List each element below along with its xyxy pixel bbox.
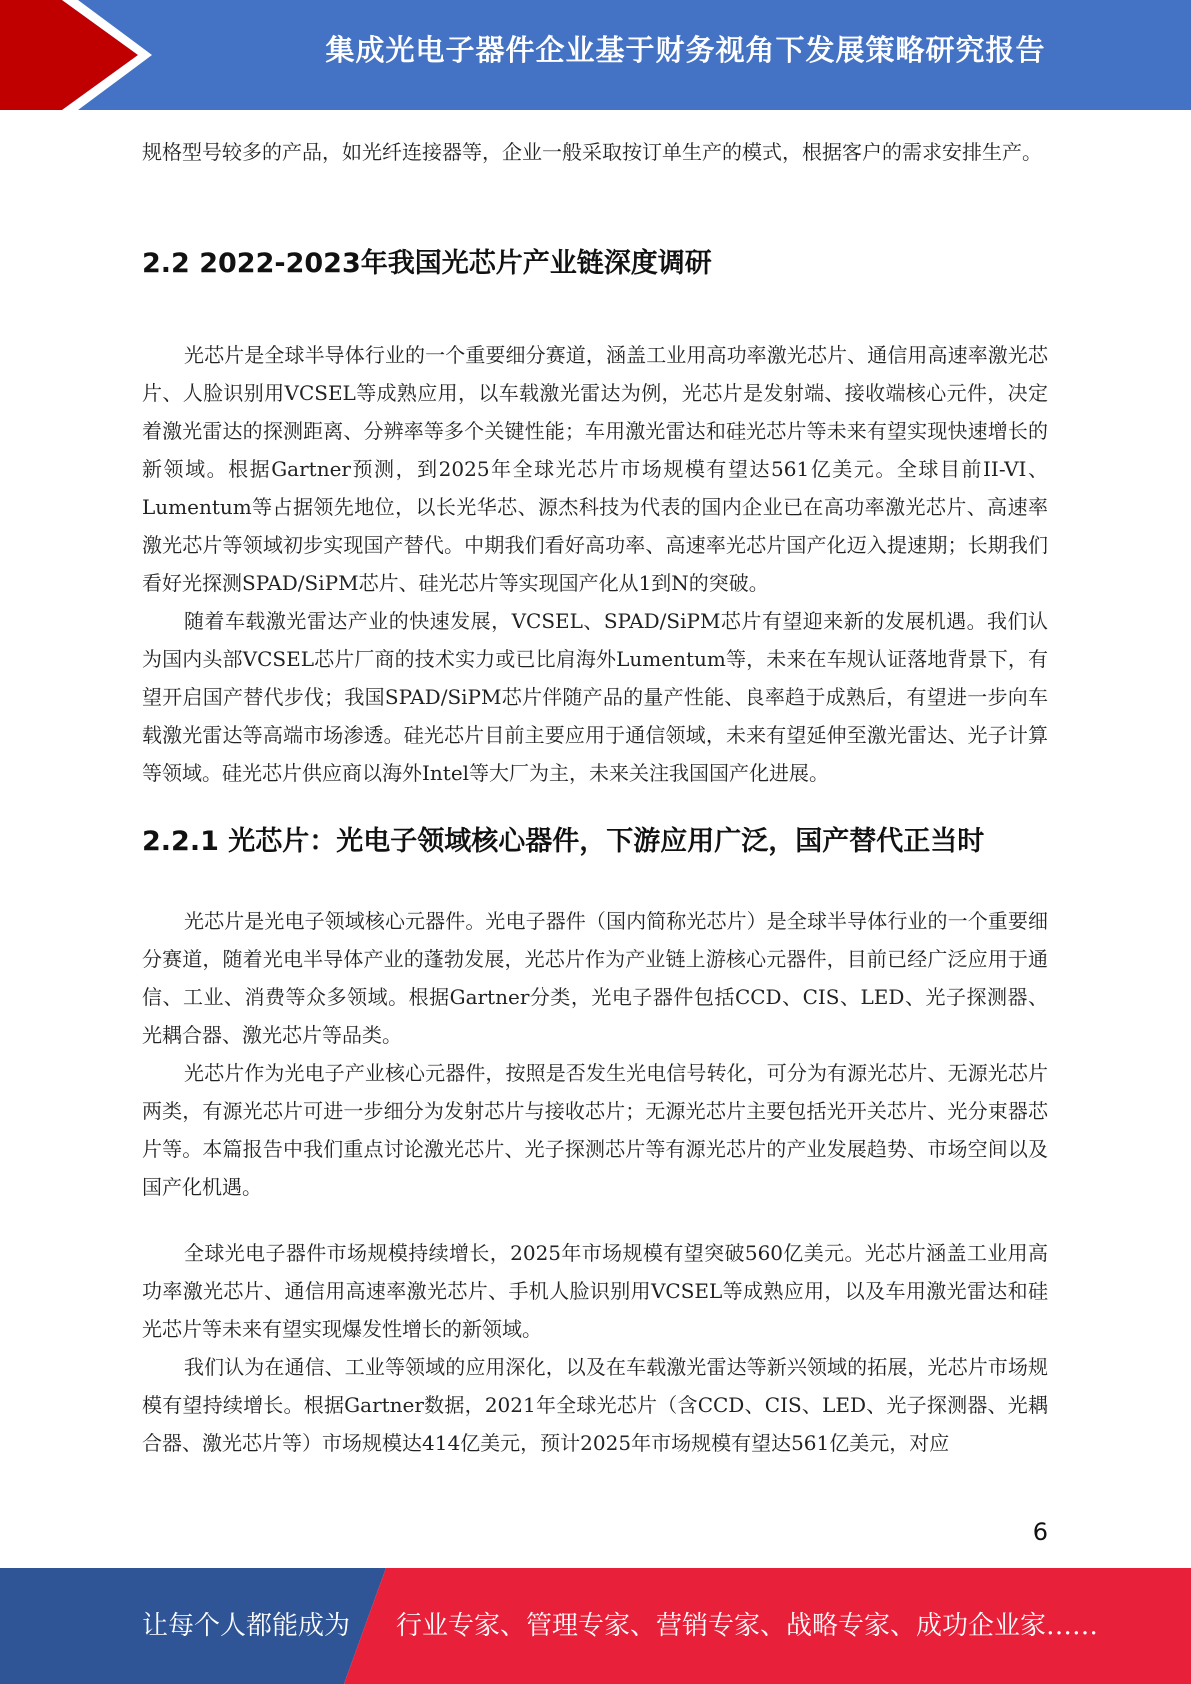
footer-slogan-left: 让每个人都能成为 — [142, 1611, 351, 1641]
paragraph: 随着车载激光雷达产业的快速发展，VCSEL、SPAD/SiPM芯片有望迎来新的发展机遇。我们认为国内头部VCSEL芯片厂商的技术实力或已比肩海外Lumentum等，未来在车规认证落地背景下，有望开启国产替代步伐；我国SPAD/SiPM芯片伴随产品的量产性能、良率趋于成熟后，有望进一步向车载激光雷达等高端市场渗透。硅光芯片目前主要应用于通信领域，未来有望延伸至激光雷达、光子计算等领域。硅光芯片供应商以海外Intel等大厂为主，未来关注我国国产化进展。 — [142, 609, 1048, 785]
section-heading-2-2: 2.2 2022-2023年我国光芯片产业链深度调研 — [142, 248, 712, 279]
paragraph: 光芯片是光电子领域核心元器件。光电子器件（国内简称光芯片）是全球半导体行业的一个重要细分赛道，随着光电半导体产业的蓬勃发展，光芯片作为产业链上游核心元器件，目前已经广泛应用于通信、工业、消费等众多领域。根据Gartner分类，光电子器件包括CCD、CIS、LED、光子探测器、光耦合器、激光芯片等品类。 — [142, 909, 1048, 1047]
page-body — [142, 133, 1048, 1462]
header-arrow-icon — [0, 0, 160, 110]
page-header — [0, 0, 1191, 110]
paragraph: 我们认为在通信、工业等领域的应用深化，以及在车载激光雷达等新兴领域的拓展，光芯片市场规模有望持续增长。根据Gartner数据，2021年全球光芯片（含CCD、CIS、LED、光子探测器、光耦合器、激光芯片等）市场规模达414亿美元，预计2025年市场规模有望达561亿美元，对应 — [142, 1355, 1048, 1455]
footer-slogan-right: 行业专家、管理专家、营销专家、战略专家、成功企业家…… — [396, 1611, 1099, 1641]
paragraph: 光芯片作为光电子产业核心元器件，按照是否发生光电信号转化，可分为有源光芯片、无源光芯片两类，有源光芯片可进一步细分为发射芯片与接收芯片；无源光芯片主要包括光开关芯片、光分束器芯片等。本篇报告中我们重点讨论激光芯片、光子探测芯片等有源光芯片的产业发展趋势、市场空间以及国产化机遇。 — [142, 1061, 1048, 1199]
paragraph: 全球光电子器件市场规模持续增长，2025年市场规模有望突破560亿美元。光芯片涵盖工业用高功率激光芯片、通信用高速率激光芯片、手机人脸识别用VCSEL等成熟应用，以及车用激光雷达和硅光芯片等未来有望实现爆发性增长的新领域。 — [142, 1241, 1048, 1341]
section-heading-2-2-1: 2.2.1 光芯片：光电子领域核心器件，下游应用广泛，国产替代正当时 — [142, 826, 985, 857]
intro-paragraph: 规格型号较多的产品，如光纤连接器等，企业一般采取按订单生产的模式，根据客户的需求安排生产。 — [142, 140, 1042, 164]
page-footer — [0, 1568, 1191, 1684]
header-title: 集成光电子器件企业基于财务视角下发展策略研究报告 — [325, 33, 1046, 67]
page-number: 6 — [1032, 1518, 1048, 1546]
paragraph: 光芯片是全球半导体行业的一个重要细分赛道，涵盖工业用高功率激光芯片、通信用高速率激光芯片、人脸识别用VCSEL等成熟应用，以车载激光雷达为例，光芯片是发射端、接收端核心元件，决定着激光雷达的探测距离、分辨率等多个关键性能；车用激光雷达和硅光芯片等未来有望实现快速增长的新领域。根据Gartner预测，到2025年全球光芯片市场规模有望达561亿美元。全球目前II-VI、Lumentum等占据领先地位，以长光华芯、源杰科技为代表的国内企业已在高功率激光芯片、高速率激光芯片等领域初步实现国产替代。中期我们看好高功率、高速率光芯片国产化迈入提速期；长期我们看好光探测SPAD/SiPM芯片、硅光芯片等实现国产化从1到N的突破。 — [142, 343, 1048, 595]
